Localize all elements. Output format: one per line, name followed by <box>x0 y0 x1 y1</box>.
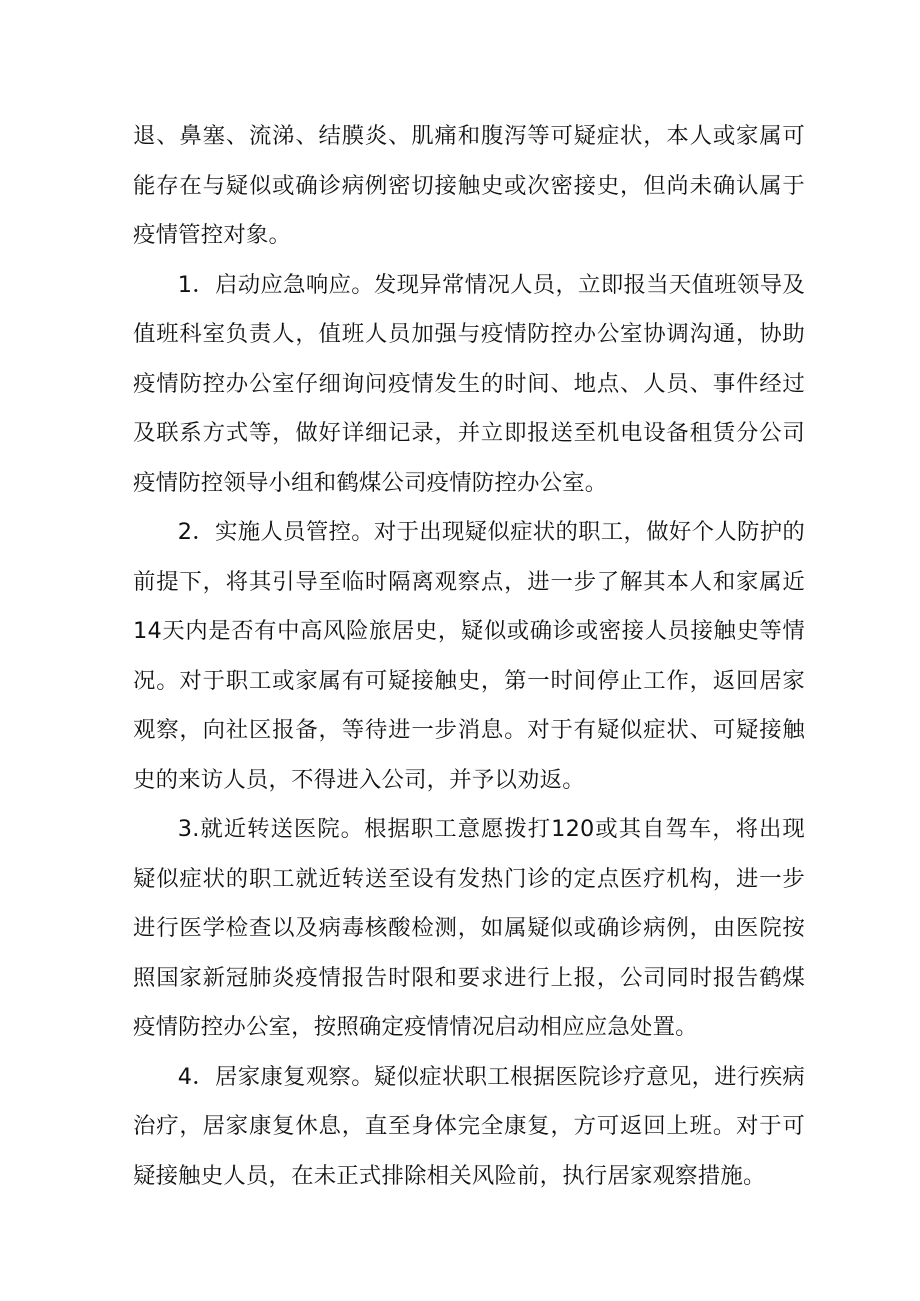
paragraph-continuation: 退、鼻塞、流涕、结膜炎、肌痛和腹泻等可疑症状，本人或家属可能存在与疑似或确诊病例密切接触史或次密接史，但尚未确认属于疫情管控对象。 <box>133 123 805 248</box>
document-body <box>133 112 805 1201</box>
paragraph-personnel-control: 2．实施人员管控。对于出现疑似症状的职工，做好个人防护的前提下，将其引导至临时隔离观察点，进一步了解其本人和家属近14天内是否有中高风险旅居史，疑似或确诊或密接人员接触史等情况。对于职工或家属有可疑接触史，第一时间停止工作，返回居家观察，向社区报备，等待进一步消息。对于有疑似症状、可疑接触史的来访人员，不得进入公司，并予以劝返。 <box>133 519 805 793</box>
paragraph-start-emergency-response: 1．启动应急响应。发现异常情况人员，立即报当天值班领导及值班科室负责人，值班人员加强与疫情防控办公室协调沟通，协助疫情防控办公室仔细询问疫情发生的时间、地点、人员、事件经过及联系方式等，做好详细记录，并立即报送至机电设备租赁分公司疫情防控领导小组和鹤煤公司疫情防控办公室。 <box>133 271 805 496</box>
paragraph-home-recovery: 4．居家康复观察。疑似症状职工根据医院诊疗意见，进行疾病治疗，居家康复休息，直至身体完全康复，方可返回上班。对于可疑接触史人员，在未正式排除相关风险前，执行居家观察措施。 <box>133 1063 805 1189</box>
paragraph-hospital-transfer: 3.就近转送医院。根据职工意愿拨打120或其自驾车，将出现疑似症状的职工就近转送至设有发热门诊的定点医疗机构，进一步进行医学检查以及病毒核酸检测，如属疑似或确诊病例，由医院按照国家新冠肺炎疫情报告时限和要求进行上报，公司同时报告鹤煤疫情防控办公室，按照确定疫情情况启动相应应急处置。 <box>133 816 805 1040</box>
